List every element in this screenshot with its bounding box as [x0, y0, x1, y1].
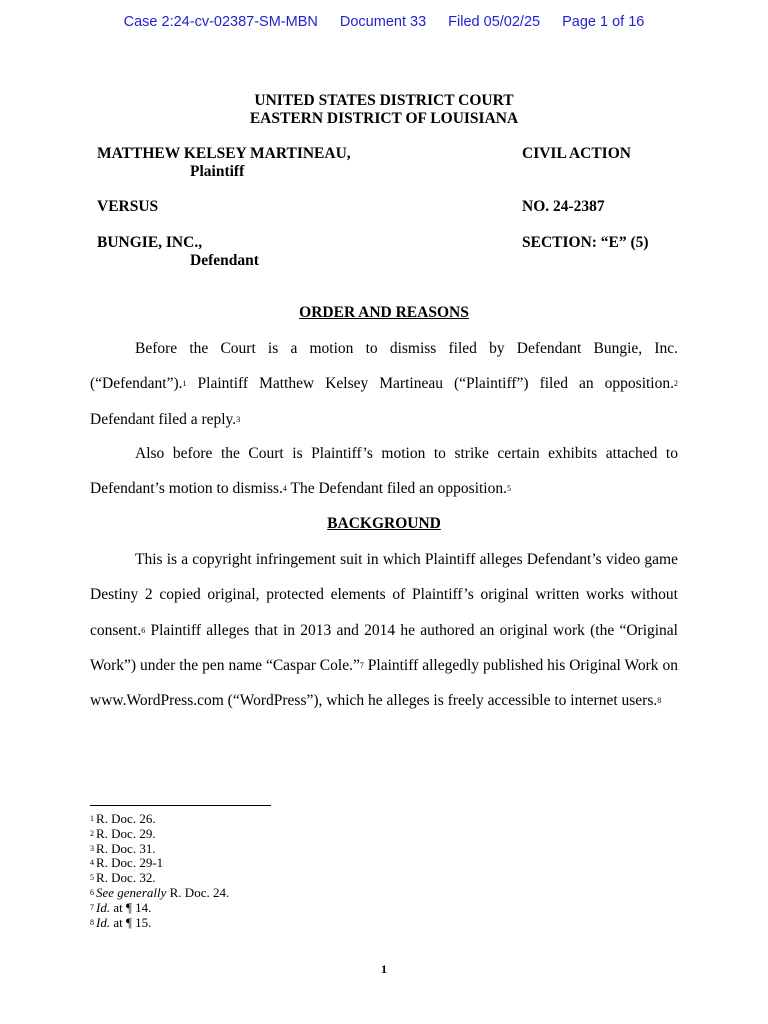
paragraph-1-text-b: Plaintiff Matthew Kelsey Martineau (“Plaintiff”) filed an opposition.: [186, 375, 674, 393]
paragraph-1: [90, 331, 678, 437]
defendant-role: Defendant: [190, 252, 259, 269]
paragraph-3-text-c: Plaintiff allegedly published his Original Work on www.WordPress.com (“WordPress”), which he alleges is freely accessible to internet users.: [90, 656, 678, 710]
footnote-ref-6: 6: [141, 625, 146, 635]
caption-plaintiff: [97, 145, 351, 181]
footnote-ref-8: 8: [657, 696, 662, 706]
footnote: 4 R. Doc. 29-1: [90, 855, 164, 871]
paragraph-2: [90, 436, 678, 507]
footnote-ref-5: 5: [507, 484, 511, 494]
court-name: UNITED STATES DISTRICT COURT: [254, 92, 514, 109]
paragraph-3-text-a: This is a copyright infringement suit in which Plaintiff alleges Defendant’s video game Destiny 2 copied original, protected elements of Plaintiff’s original written works without consent.: [90, 551, 678, 639]
footnote: 6 See generally R. Doc. 24.: [90, 884, 230, 900]
footnote: 1 R. Doc. 26.: [90, 811, 156, 826]
footnote-ref-7: 7: [359, 660, 364, 670]
page-indicator: Page 1 of 16: [562, 14, 645, 30]
footnote-ref-1: 1: [182, 379, 187, 389]
footnote: 5 R. Doc. 32.: [90, 870, 156, 886]
case-section: SECTION: “E” (5): [522, 234, 649, 251]
footnote: 8 Id. at ¶ 15.: [90, 914, 152, 930]
paragraph-2-text-a: Also before the Court is Plaintiff’s motion to strike certain exhibits attached to Defendant’s motion to dismiss.: [90, 445, 678, 498]
footnote: 2 R. Doc. 29.: [90, 825, 156, 841]
footnote: 7 Id. at ¶ 14.: [90, 899, 152, 915]
paragraph-2-text-b: The Defendant filed an opposition.: [286, 480, 507, 498]
caption-defendant: [97, 234, 259, 270]
footnote-divider: [90, 805, 271, 806]
paragraph-3-text-b: Plaintiff alleges that in 2013 and 2014 he authored an original work (the “Original Work”) under the pen name “Caspar Cole.”: [90, 621, 678, 674]
paragraph-1-text-c: Defendant filed a reply.: [90, 410, 237, 428]
footnote: 3 R. Doc. 31.: [90, 840, 156, 856]
footnote-ref-3: 3: [236, 414, 241, 424]
court-district: EASTERN DISTRICT OF LOUISIANA: [249, 110, 519, 127]
document-header: [0, 14, 768, 30]
defendant-name: BUNGIE, INC.,: [97, 234, 203, 251]
page-number: 1: [381, 962, 387, 976]
order-title: ORDER AND REASONS: [299, 304, 469, 321]
civil-action: CIVIL ACTION: [522, 145, 631, 162]
paragraph-3: [90, 542, 678, 718]
footnote-ref-4: 4: [282, 484, 287, 494]
plaintiff-name: MATTHEW KELSEY MARTINEAU,: [97, 145, 351, 162]
versus: VERSUS: [97, 198, 159, 215]
case-number: Case 2:24-cv-02387-SM-MBN: [123, 14, 318, 30]
paragraph-1-text-a: Before the Court is a motion to dismiss filed by Defendant Bungie, Inc. (“Defendant”).: [90, 340, 678, 393]
footnotes: [90, 812, 229, 930]
plaintiff-role: Plaintiff: [190, 163, 245, 180]
court-heading: [0, 92, 768, 128]
case-docket-number: NO. 24-2387: [522, 198, 605, 215]
filed-date: Filed 05/02/25: [448, 14, 541, 30]
document-number: Document 33: [339, 14, 427, 30]
footnote-ref-2: 2: [674, 379, 678, 389]
background-title: BACKGROUND: [327, 515, 441, 532]
